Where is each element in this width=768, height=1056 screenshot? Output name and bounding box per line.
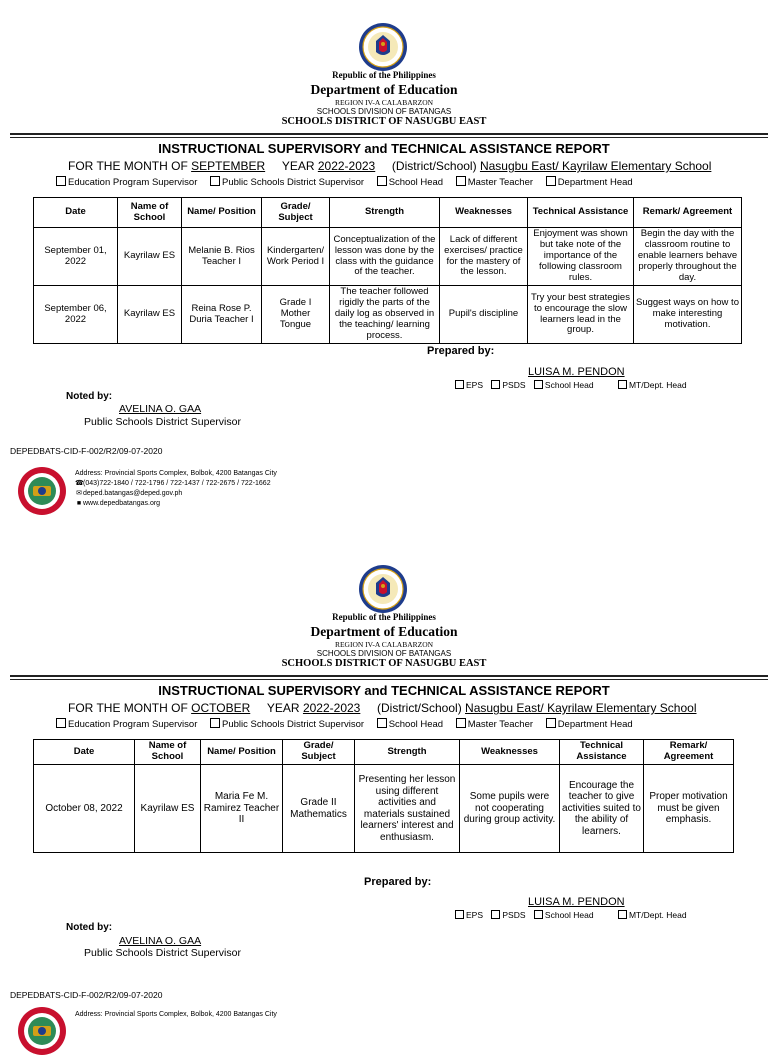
col-date: Date: [34, 198, 118, 228]
table-row: [34, 228, 742, 286]
noted-by-label: Noted by:: [66, 391, 113, 402]
for-month-label: FOR THE MONTH OF: [68, 701, 188, 715]
footer-address: Address: Provincial Sports Complex, Bolbok, 4200 Batangas City: [75, 1011, 277, 1018]
table-row: [34, 286, 742, 344]
prepared-by-name: LUISA M. PENDON: [528, 896, 625, 908]
header-division: SCHOOLS DIVISION OF BATANGAS: [316, 107, 452, 116]
col-grade: Grade/ Subject: [283, 740, 355, 765]
cell-weaknesses: Some pupils were not cooperating during group activity.: [460, 765, 560, 853]
checkbox-role-school-head[interactable]: School Head: [534, 910, 594, 920]
deped-seal-icon: [358, 22, 408, 72]
role-checkboxes: [455, 910, 693, 920]
header-department: Department of Education: [310, 82, 458, 97]
col-weaknesses: Weaknesses: [440, 198, 528, 228]
checkbox-eps[interactable]: Education Program Supervisor: [56, 177, 197, 188]
col-date: Date: [34, 740, 135, 765]
month-value: SEPTEMBER: [191, 159, 266, 173]
cell-weaknesses: Pupil's discipline: [440, 286, 528, 344]
col-weaknesses: Weaknesses: [460, 740, 560, 765]
cell-remark: Proper motivation must be given emphasis.: [644, 765, 734, 853]
cell-date: October 08, 2022: [34, 765, 135, 853]
division-seal-icon: [17, 466, 67, 516]
cell-strength: Presenting her lesson using different activities and materials sustained learners' interest and enthusiasm.: [355, 765, 460, 853]
district-school-label: (District/School): [377, 701, 462, 715]
email-icon: ✉: [76, 490, 82, 497]
checkbox-role-psds[interactable]: PSDS: [491, 380, 525, 390]
role-checkboxes: [455, 380, 693, 390]
report-title: INSTRUCTIONAL SUPERVISORY and TECHNICAL ASSISTANCE REPORT: [158, 683, 610, 698]
noted-by-title: Public Schools District Supervisor: [84, 947, 241, 959]
checkbox-role-school-head[interactable]: School Head: [534, 380, 594, 390]
header-region: REGION IV-A CALABARZON: [334, 640, 434, 649]
month-line: [68, 701, 697, 715]
school-value: Nasugbu East/ Kayrilaw Elementary School: [479, 159, 712, 173]
header-republic: Republic of the Philippines: [332, 612, 436, 622]
cell-school: Kayrilaw ES: [118, 286, 182, 344]
web-icon: ■: [76, 500, 82, 507]
table-header-row: [34, 740, 734, 765]
deped-seal-icon: [358, 564, 408, 614]
cell-strength: Conceptualization of the lesson was done by the class with the guidance of the teacher.: [330, 228, 440, 286]
cell-position: Reina Rose P. Duria Teacher I: [182, 286, 262, 344]
cell-remark: Begin the day with the classroom routine to enable learners behave properly throughout the day.: [634, 228, 742, 286]
form-code: DEPEDBATS-CID-F-002/R2/09-07-2020: [10, 990, 163, 1000]
header-rule-thin: [10, 679, 768, 680]
cell-grade: Grade II Mathematics: [283, 765, 355, 853]
checkbox-school-head[interactable]: School Head: [377, 177, 443, 188]
year-value: 2022-2023: [317, 159, 376, 173]
cell-date: September 06, 2022: [34, 286, 118, 344]
header-republic: Republic of the Philippines: [332, 70, 436, 80]
checkbox-department-head[interactable]: Department Head: [546, 719, 633, 730]
cell-school: Kayrilaw ES: [135, 765, 201, 853]
cell-strength: The teacher followed rigidly the parts of the daily log as observed in the teaching/ learning process.: [330, 286, 440, 344]
checkbox-role-eps[interactable]: EPS: [455, 910, 483, 920]
division-seal-icon: [17, 1006, 67, 1056]
header-division: SCHOOLS DIVISION OF BATANGAS: [316, 649, 452, 658]
prepared-by-name: LUISA M. PENDON: [528, 366, 625, 378]
checkbox-school-head[interactable]: School Head: [377, 719, 443, 730]
footer-email: deped.batangas@deped.gov.ph: [83, 490, 183, 497]
header-rule: [10, 675, 768, 677]
checkbox-role-mt-dept-head[interactable]: MT/Dept. Head: [618, 380, 687, 390]
checkbox-master-teacher[interactable]: Master Teacher: [456, 719, 533, 730]
cell-grade: Kindergarten/ Work Period I: [262, 228, 330, 286]
cell-grade: Grade I Mother Tongue: [262, 286, 330, 344]
cell-remark: Suggest ways on how to make interesting motivation.: [634, 286, 742, 344]
footer-phone: (043)722-1840 / 722-1796 / 722-1437 / 722-2675 / 722-1662: [83, 480, 271, 487]
col-strength: Strength: [355, 740, 460, 765]
month-line: [68, 159, 711, 173]
col-technical-assistance: Technical Assistance: [560, 740, 644, 765]
year-label: YEAR: [266, 701, 300, 715]
report-table: [33, 739, 734, 853]
table-row: [34, 765, 734, 853]
col-school: Name of School: [135, 740, 201, 765]
position-checkboxes: [56, 718, 643, 730]
report-title: INSTRUCTIONAL SUPERVISORY and TECHNICAL ASSISTANCE REPORT: [158, 141, 610, 156]
month-value: OCTOBER: [191, 701, 251, 715]
col-position: Name/ Position: [182, 198, 262, 228]
checkbox-psds[interactable]: Public Schools District Supervisor: [210, 719, 364, 730]
for-month-label: FOR THE MONTH OF: [68, 159, 188, 173]
prepared-by-label: Prepared by:: [364, 876, 432, 888]
col-remark: Remark/ Agreement: [644, 740, 734, 765]
col-remark: Remark/ Agreement: [634, 198, 742, 228]
noted-by-name: AVELINA O. GAA: [119, 935, 202, 947]
cell-position: Maria Fe M. Ramirez Teacher II: [201, 765, 283, 853]
cell-technical-assistance: Enjoyment was shown but take note of the importance of the following classroom rules.: [528, 228, 634, 286]
cell-school: Kayrilaw ES: [118, 228, 182, 286]
table-header-row: [34, 198, 742, 228]
footer-contact: [75, 469, 277, 509]
col-strength: Strength: [330, 198, 440, 228]
position-checkboxes: [56, 176, 643, 188]
col-position: Name/ Position: [201, 740, 283, 765]
header-rule: [10, 133, 768, 135]
form-code: DEPEDBATS-CID-F-002/R2/09-07-2020: [10, 446, 163, 456]
col-grade: Grade/ Subject: [262, 198, 330, 228]
school-value: Nasugbu East/ Kayrilaw Elementary School: [465, 701, 697, 715]
cell-technical-assistance: Try your best strategies to encourage the slow learners lead in the group.: [528, 286, 634, 344]
checkbox-role-mt-dept-head[interactable]: MT/Dept. Head: [618, 910, 687, 920]
col-school: Name of School: [118, 198, 182, 228]
prepared-by-label: Prepared by:: [427, 345, 495, 357]
noted-by-title: Public Schools District Supervisor: [84, 416, 241, 428]
cell-date: September 01, 2022: [34, 228, 118, 286]
checkbox-eps[interactable]: Education Program Supervisor: [56, 719, 197, 730]
footer-website: www.depedbatangas.org: [83, 500, 161, 507]
phone-icon: ☎: [75, 480, 84, 487]
header-region: REGION IV-A CALABARZON: [334, 98, 434, 107]
footer-address: Address: Provincial Sports Complex, Bolbok, 4200 Batangas City: [75, 470, 277, 477]
cell-weaknesses: Lack of different exercises/ practice for the mastery of the lesson.: [440, 228, 528, 286]
col-technical-assistance: Technical Assistance: [528, 198, 634, 228]
header-district: SCHOOLS DISTRICT OF NASUGBU EAST: [281, 658, 487, 669]
checkbox-master-teacher[interactable]: Master Teacher: [456, 177, 533, 188]
noted-by-name: AVELINA O. GAA: [119, 403, 202, 415]
noted-by-label: Noted by:: [66, 922, 113, 933]
district-school-label: (District/School): [391, 159, 477, 173]
footer-contact: [75, 1010, 277, 1020]
year-label: YEAR: [281, 159, 315, 173]
cell-technical-assistance: Encourage the teacher to give activities suited to the ability of learners.: [560, 765, 644, 853]
header-district: SCHOOLS DISTRICT OF NASUGBU EAST: [281, 116, 487, 127]
checkbox-psds[interactable]: Public Schools District Supervisor: [210, 177, 364, 188]
checkbox-role-eps[interactable]: EPS: [455, 380, 483, 390]
checkbox-department-head[interactable]: Department Head: [546, 177, 633, 188]
header-department: Department of Education: [310, 624, 458, 639]
header-rule-thin: [10, 137, 768, 138]
checkbox-role-psds[interactable]: PSDS: [491, 910, 525, 920]
cell-position: Melanie B. Rios Teacher I: [182, 228, 262, 286]
year-value: 2022-2023: [302, 701, 361, 715]
report-table: [33, 197, 742, 344]
